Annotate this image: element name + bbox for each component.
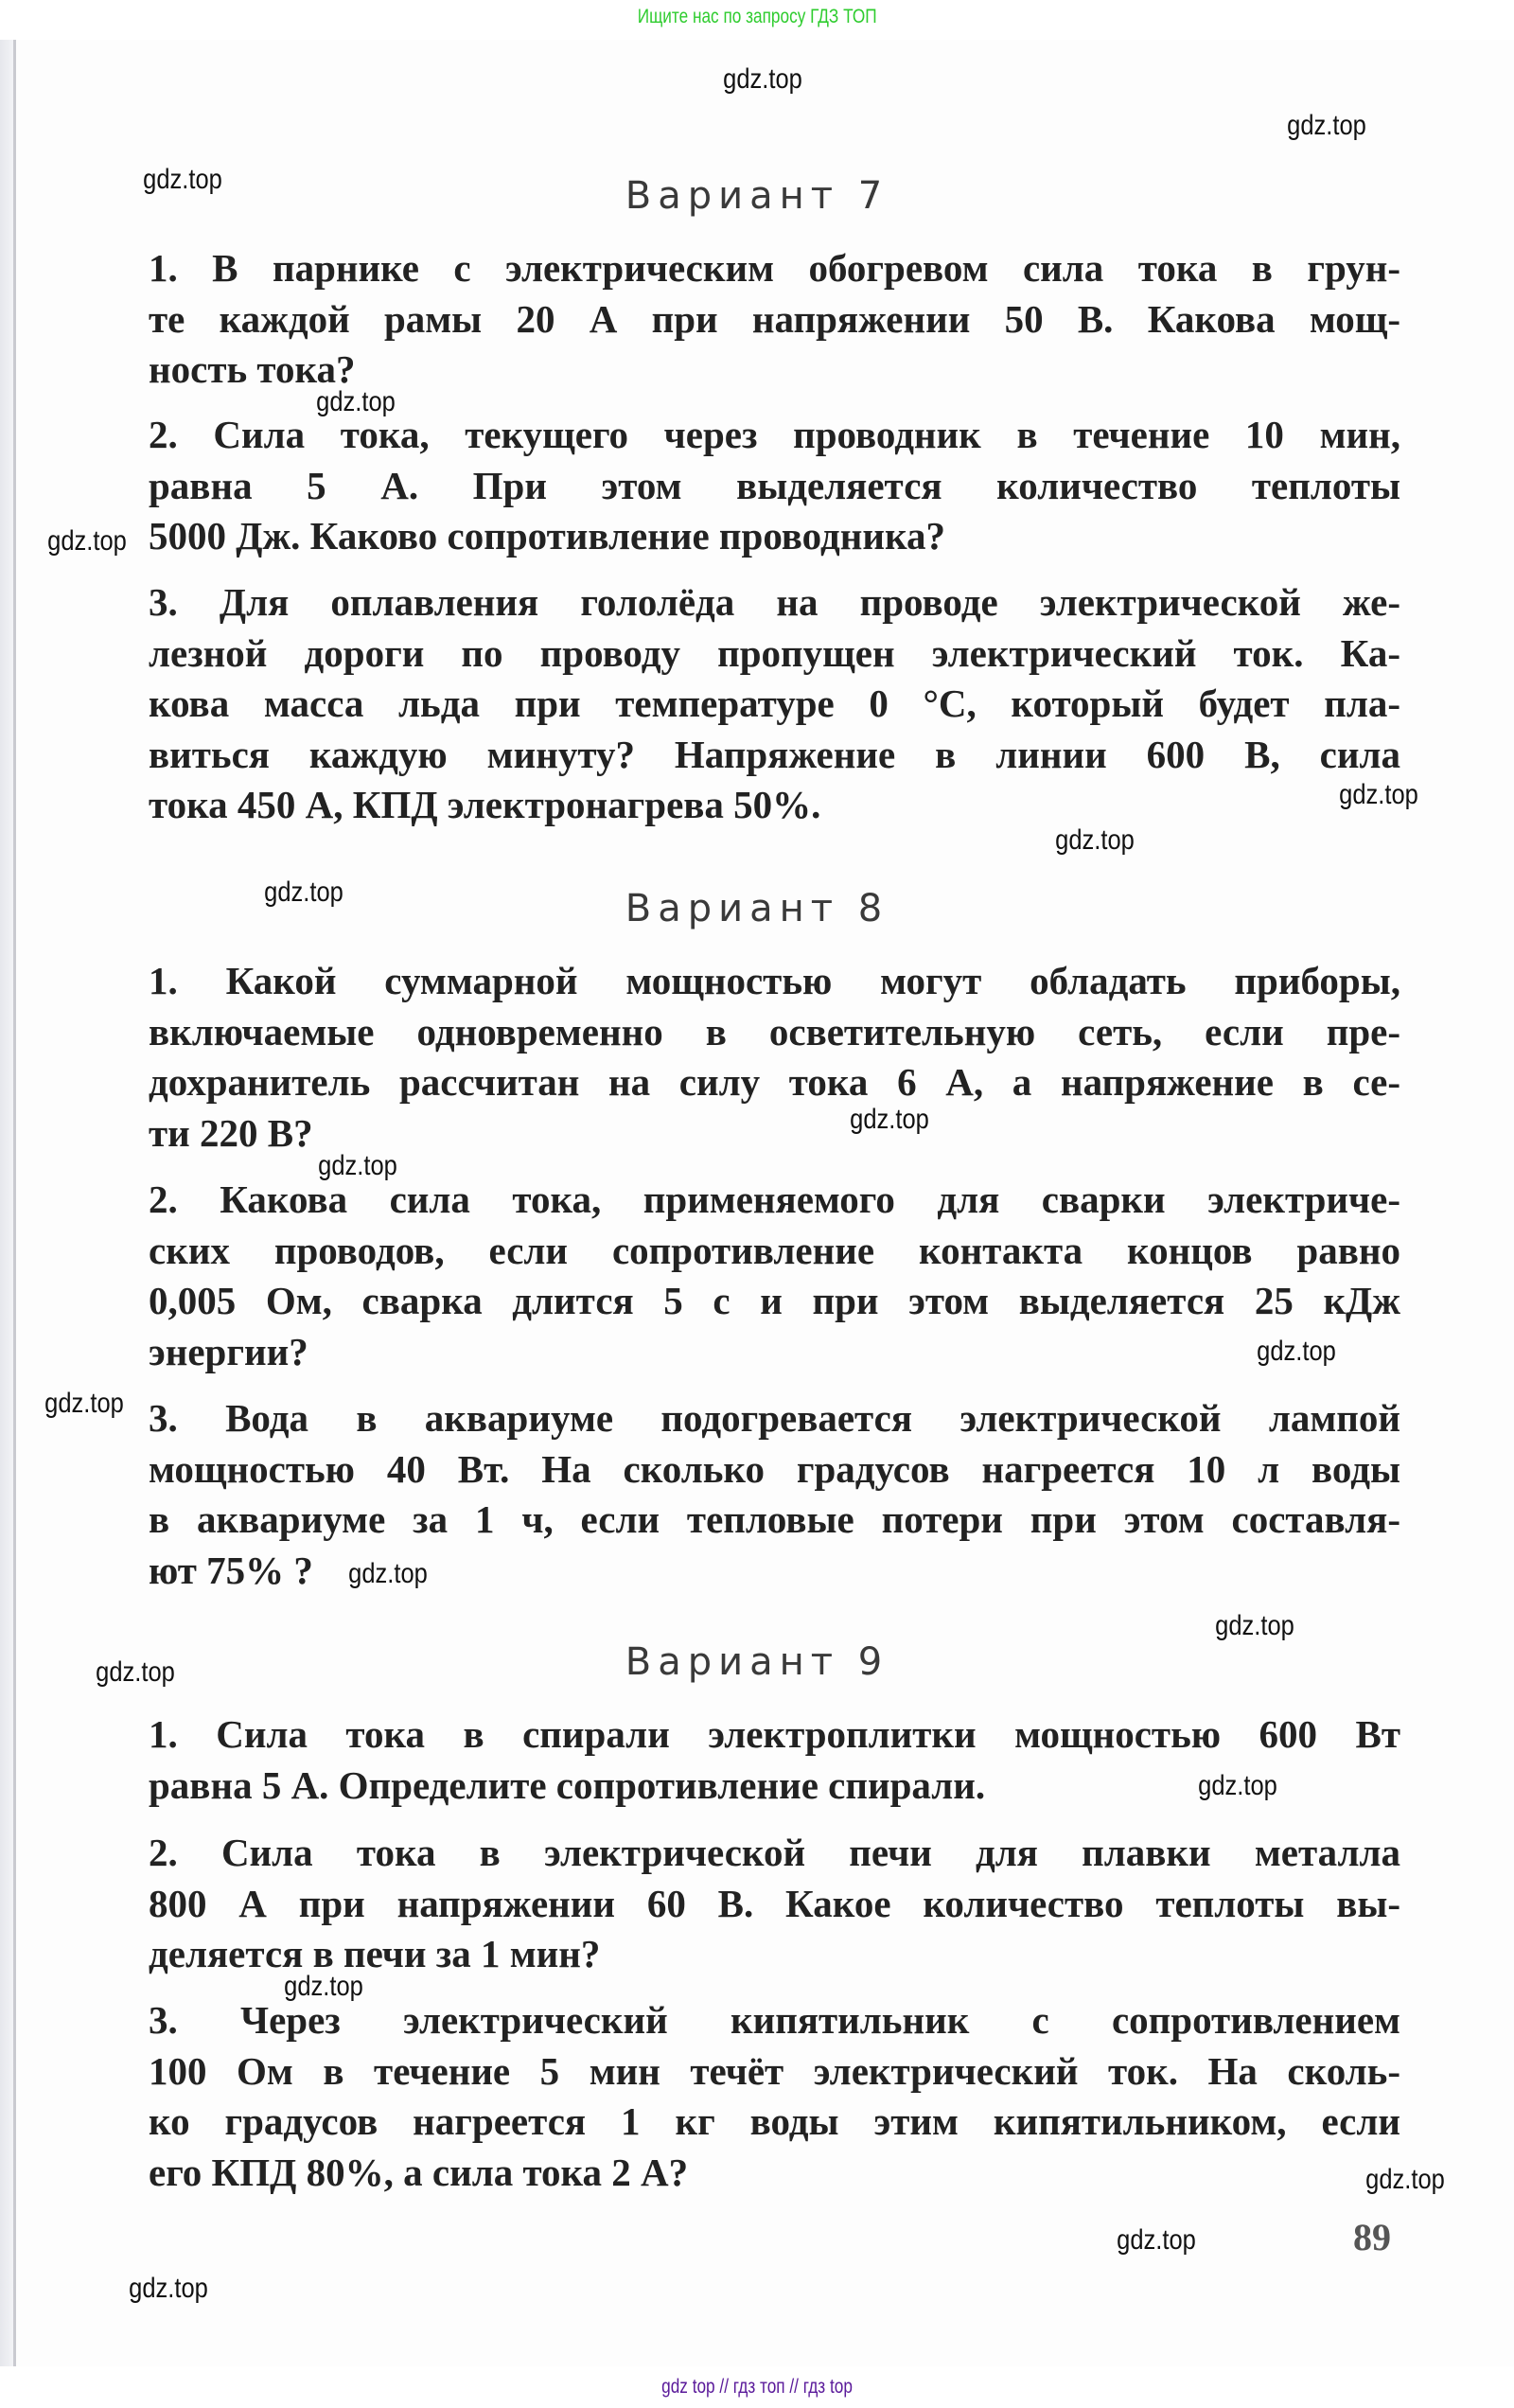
question-line: 0,005 Ом, сварка длится 5 с и при этом выделяется 25 кДж (149, 1279, 1400, 1322)
question-line: кова масса льда при температуре 0 °С, который будет пла- (149, 682, 1400, 725)
question-line: 1. В парнике с электрическим обогревом сила тока в грун- (149, 246, 1400, 290)
watermark: gdz.top (284, 1971, 363, 2002)
variant-heading: Вариант 8 (625, 887, 889, 930)
question (149, 577, 1400, 831)
watermark: gdz.top (1287, 110, 1366, 141)
variant-heading: Вариант 9 (625, 1640, 889, 1684)
variant-heading: Вариант 7 (625, 174, 889, 218)
watermark: gdz.top (1339, 779, 1418, 810)
question-line: лезной дороги по проводу пропущен электрический ток. Ка- (149, 630, 1400, 675)
question-line: 1. Какой суммарной мощностью могут обладать приборы, (149, 959, 1400, 1002)
question-line: ских проводов, если сопротивление контакта концов равно (149, 1228, 1400, 1272)
watermark: gdz.top (1055, 824, 1135, 856)
page-edge-line (13, 40, 16, 2366)
question-line: включаемые одновременно в осветительную сеть, если пре- (149, 1009, 1400, 1054)
question (149, 1175, 1400, 1377)
question-line: 800 А при напряжении 60 В. Какое количество теплоты вы- (149, 1881, 1400, 1925)
watermark: gdz.top (1117, 2224, 1196, 2256)
watermark: gdz.top (129, 2273, 208, 2304)
watermark: gdz.top (264, 876, 343, 908)
question-line: равна 5 А. Определите сопротивление спирали. (149, 1762, 986, 1807)
question-line: энергии? (149, 1329, 308, 1373)
watermark: gdz.top (1257, 1336, 1336, 1367)
watermark: gdz.top (316, 386, 396, 417)
question (149, 1995, 1400, 2198)
question-line: 3. Вода в аквариуме подогревается электрической лампой (149, 1396, 1400, 1440)
question (149, 410, 1400, 562)
footer-text: gdz top // гдз топ // гдз top (661, 2376, 853, 2398)
page-number: 89 (1353, 2216, 1391, 2258)
watermark: gdz.top (44, 1388, 124, 1419)
question-line: 2. Сила тока, текущего через проводник в течение 10 мин, (149, 413, 1400, 456)
question-line: 2. Сила тока в электрической печи для плавки металла (149, 1831, 1400, 1874)
banner-text: Ищите нас по запросу ГДЗ ТОП (637, 6, 877, 27)
question-line: ко градусов нагреется 1 кг воды этим кипятильником, если (149, 2099, 1400, 2143)
question-line: 5000 Дж. Каково сопротивление проводника? (149, 514, 945, 558)
question-line: дохранитель рассчитан на силу тока 6 А, а напряжение в се- (149, 1060, 1400, 1104)
watermark: gdz.top (1365, 2164, 1445, 2195)
question-line: те каждой рамы 20 А при напряжении 50 В. Какова мощ- (149, 296, 1400, 341)
question-line: 100 Ом в течение 5 мин течёт электрический ток. На сколь- (149, 2048, 1400, 2093)
question-line: виться каждую минуту? Напряжение в линии 600 В, сила (149, 732, 1400, 776)
question-line: его КПД 80%, а сила тока 2 А? (149, 2150, 689, 2194)
question-line: деляется в печи за 1 мин? (149, 1932, 601, 1975)
watermark: gdz.top (348, 1558, 428, 1589)
question-line: ность тока? (149, 347, 356, 391)
watermark: gdz.top (723, 63, 802, 95)
watermark: gdz.top (47, 525, 127, 557)
watermark: gdz.top (96, 1656, 175, 1688)
watermark: gdz.top (1198, 1770, 1277, 1801)
watermark: gdz.top (850, 1104, 929, 1135)
question (149, 243, 1400, 396)
question-line: тока 450 А, КПД электронагрева 50%. (149, 783, 821, 826)
question-line: ют 75% ? (149, 1548, 313, 1592)
footer-links[interactable] (0, 2366, 1514, 2407)
watermark: gdz.top (1215, 1610, 1294, 1641)
question-line: 3. Для оплавления гололёда на проводе электрической же- (149, 580, 1400, 624)
page-edge (0, 40, 13, 2366)
question-line: 1. Сила тока в спирали электроплитки мощностью 600 Вт (149, 1712, 1400, 1756)
question-line: ти 220 В? (149, 1110, 313, 1155)
question (149, 1828, 1400, 1980)
watermark: gdz.top (318, 1150, 397, 1181)
question-line: мощностью 40 Вт. На сколько градусов нагреется 10 л воды (149, 1446, 1400, 1491)
question (149, 956, 1400, 1159)
question-line: равна 5 А. При этом выделяется количество теплоты (149, 463, 1400, 507)
watermark: gdz.top (143, 164, 222, 195)
question-line: в аквариуме за 1 ч, если тепловые потери при этом составля- (149, 1497, 1400, 1541)
question-line: 3. Через электрический кипятильник с сопротивлением (149, 1998, 1400, 2042)
question-line: 2. Какова сила тока, применяемого для сварки электриче- (149, 1177, 1400, 1221)
search-banner[interactable] (0, 0, 1514, 38)
question (149, 1393, 1400, 1596)
